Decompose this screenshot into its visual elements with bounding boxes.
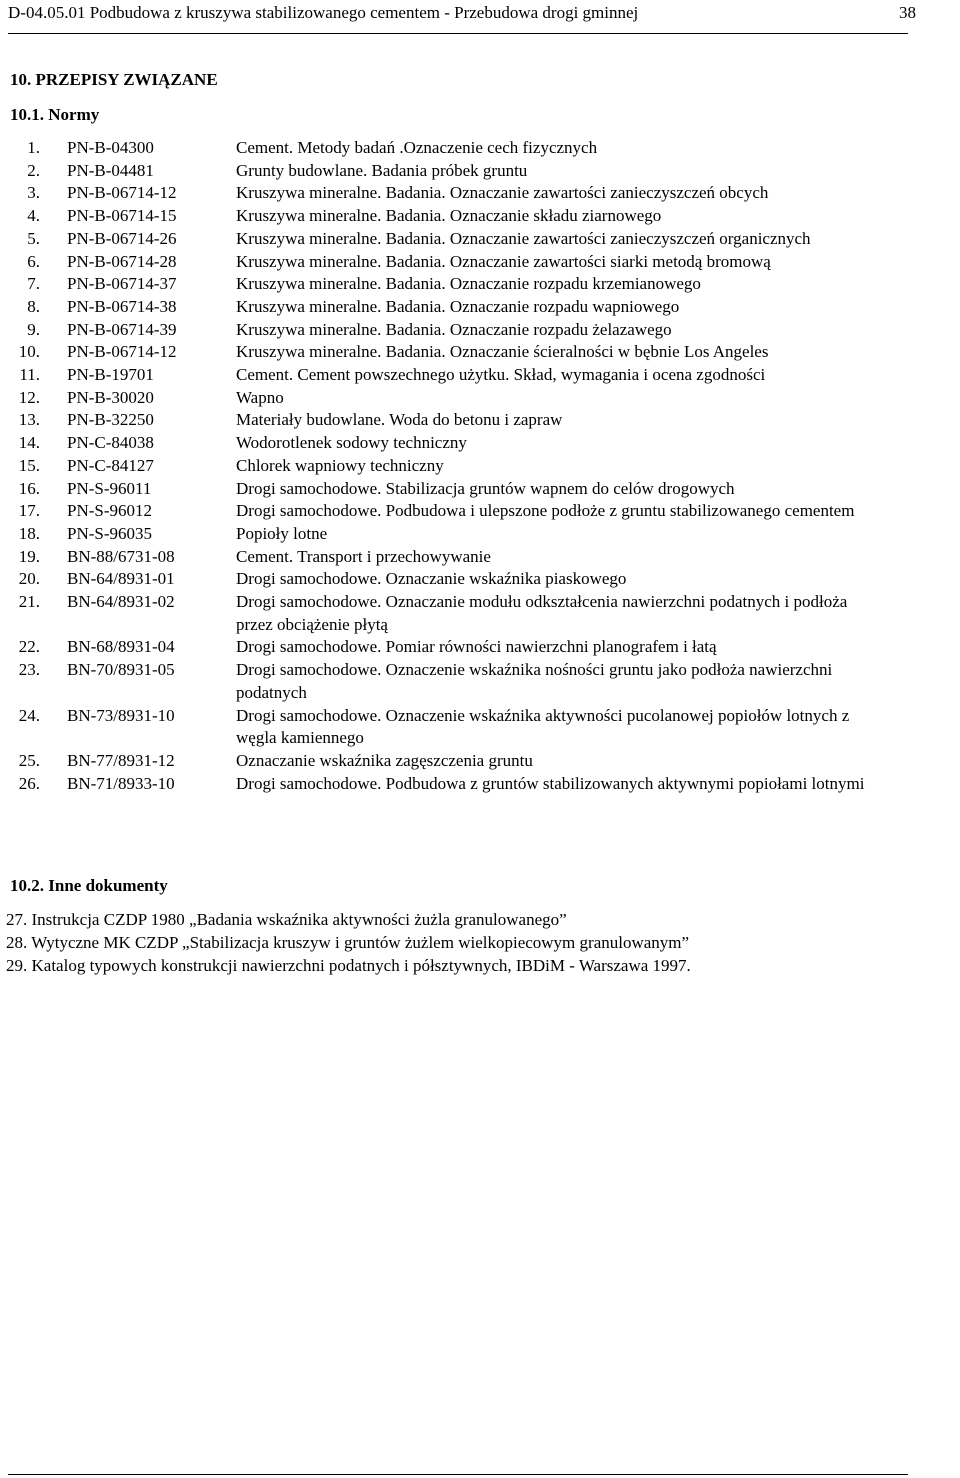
norm-code: BN-73/8931-10 bbox=[67, 705, 175, 725]
norm-code: BN-64/8931-01 bbox=[67, 569, 175, 589]
norm-desc: Kruszywa mineralne. Badania. Oznaczanie rozpadu żelazawego bbox=[236, 319, 672, 339]
norm-row bbox=[0, 705, 960, 750]
norm-code: PN-C-84127 bbox=[67, 455, 154, 475]
norm-code: PN-S-96011 bbox=[67, 478, 152, 498]
norm-desc: Drogi samochodowe. Stabilizacja gruntów wapnem do celów drogowych bbox=[236, 478, 735, 498]
norm-row bbox=[0, 296, 960, 319]
norm-num: 18. bbox=[18, 523, 40, 543]
norm-code: PN-B-06714-38 bbox=[67, 296, 177, 316]
norm-row bbox=[0, 500, 960, 523]
norm-num: 13. bbox=[18, 410, 40, 430]
norm-row bbox=[0, 409, 960, 432]
norm-num: 8. bbox=[27, 296, 40, 316]
norm-desc: Drogi samochodowe. Oznaczenie wskaźnika nośności gruntu jako podłoża nawierzchni podatnych bbox=[236, 660, 833, 702]
norm-num: 3. bbox=[27, 183, 40, 203]
norm-num: 16. bbox=[18, 478, 40, 498]
page-number: 38 bbox=[899, 3, 916, 22]
norm-row bbox=[0, 591, 960, 636]
norm-code: BN-64/8931-02 bbox=[67, 592, 175, 612]
norm-num: 4. bbox=[27, 206, 40, 226]
norm-num: 12. bbox=[18, 387, 40, 407]
norm-desc: Drogi samochodowe. Podbudowa i ulepszone podłoże z gruntu stabilizowanego cementem bbox=[236, 501, 855, 521]
norm-desc: Cement. Cement powszechnego użytku. Skład, wymagania i ocena zgodności bbox=[236, 365, 766, 385]
norm-row bbox=[0, 455, 960, 478]
norm-row bbox=[0, 228, 960, 251]
norm-desc: Kruszywa mineralne. Badania. Oznaczanie rozpadu krzemianowego bbox=[236, 274, 701, 294]
norm-row bbox=[0, 773, 960, 796]
norm-code: PN-B-06714-26 bbox=[67, 228, 177, 248]
norm-code: BN-68/8931-04 bbox=[67, 637, 175, 657]
other-document-item: 29. Katalog typowych konstrukcji nawierzchni podatnych i półsztywnych, IBDiM - Warszawa 1997. bbox=[6, 956, 691, 975]
norm-desc: Kruszywa mineralne. Badania. Oznaczanie zawartości zanieczyszczeń organicznych bbox=[236, 228, 811, 248]
norm-code: PN-B-30020 bbox=[67, 387, 154, 407]
norm-num: 23. bbox=[18, 660, 40, 680]
footer-divider bbox=[8, 1474, 908, 1475]
norm-desc: Chlorek wapniowy techniczny bbox=[236, 455, 444, 475]
norm-num: 22. bbox=[18, 637, 40, 657]
norm-num: 7. bbox=[27, 274, 40, 294]
document-title: D-04.05.01 Podbudowa z kruszywa stabilizowanego cementem - Przebudowa drogi gminnej bbox=[8, 3, 639, 22]
norm-desc: Drogi samochodowe. Oznaczenie wskaźnika aktywności pucolanowej popiołów lotnych z węgla kamiennego bbox=[236, 705, 850, 748]
norm-row bbox=[0, 568, 960, 591]
norm-code: PN-C-84038 bbox=[67, 433, 154, 453]
norm-row bbox=[0, 319, 960, 342]
norm-code: PN-B-19701 bbox=[67, 365, 154, 385]
norm-num: 19. bbox=[18, 546, 40, 566]
norm-row bbox=[0, 364, 960, 387]
norm-num: 25. bbox=[18, 750, 40, 770]
norm-num: 2. bbox=[27, 160, 40, 180]
norm-row bbox=[0, 659, 960, 704]
norm-desc: Kruszywa mineralne. Badania. Oznaczanie zawartości zanieczyszczeń obcych bbox=[236, 183, 769, 203]
norm-row bbox=[0, 273, 960, 296]
norm-desc: Cement. Transport i przechowywanie bbox=[236, 546, 491, 566]
norm-desc: Kruszywa mineralne. Badania. Oznaczanie rozpadu wapniowego bbox=[236, 296, 680, 316]
other-document-item: 27. Instrukcja CZDP 1980 „Badania wskaźnika aktywności żużla granulowanego” bbox=[6, 910, 567, 929]
norm-row bbox=[0, 750, 960, 773]
norm-code: PN-B-06714-39 bbox=[67, 319, 177, 339]
norm-desc: Cement. Metody badań .Oznaczenie cech fizycznych bbox=[236, 138, 598, 157]
norm-desc: Wapno bbox=[236, 387, 284, 407]
norm-row bbox=[0, 523, 960, 546]
norm-row bbox=[0, 160, 960, 183]
norm-num: 26. bbox=[18, 773, 40, 793]
other-documents-subheading: 10.2. Inne dokumenty bbox=[10, 876, 168, 895]
norm-desc: Drogi samochodowe. Oznaczanie wskaźnika piaskowego bbox=[236, 569, 627, 589]
norm-row bbox=[0, 546, 960, 569]
norm-desc: Kruszywa mineralne. Badania. Oznaczanie składu ziarnowego bbox=[236, 206, 662, 226]
norm-code: PN-S-96035 bbox=[67, 523, 153, 543]
norm-num: 24. bbox=[18, 705, 40, 725]
norm-desc: Oznaczanie wskaźnika zagęszczenia gruntu bbox=[236, 750, 533, 770]
norm-code: PN-B-06714-12 bbox=[67, 183, 177, 203]
norm-num: 17. bbox=[18, 501, 40, 521]
norm-desc: Kruszywa mineralne. Badania. Oznaczanie zawartości siarki metodą bromową bbox=[236, 251, 771, 271]
norm-code: PN-B-32250 bbox=[67, 410, 154, 430]
norm-row bbox=[0, 478, 960, 501]
norm-row bbox=[0, 182, 960, 205]
norm-desc: Kruszywa mineralne. Badania. Oznaczanie ścieralności w bębnie Los Angeles bbox=[236, 342, 769, 362]
norm-row bbox=[0, 251, 960, 274]
norm-row bbox=[0, 636, 960, 659]
norm-desc: Grunty budowlane. Badania próbek gruntu bbox=[236, 160, 528, 180]
norm-row bbox=[0, 341, 960, 364]
norm-row bbox=[0, 137, 960, 160]
norm-row bbox=[0, 387, 960, 410]
norm-code: BN-88/6731-08 bbox=[67, 546, 175, 566]
norm-desc: Materiały budowlane. Woda do betonu i zapraw bbox=[236, 410, 563, 430]
norm-num: 5. bbox=[27, 228, 40, 248]
norm-code: BN-77/8931-12 bbox=[67, 750, 175, 770]
norm-desc: Drogi samochodowe. Podbudowa z gruntów stabilizowanych aktywnymi popiołami lotnymi bbox=[236, 773, 865, 793]
norm-code: PN-B-06714-28 bbox=[67, 251, 177, 271]
norm-desc: Popioły lotne bbox=[236, 523, 328, 543]
norm-code: PN-B-06714-37 bbox=[67, 274, 177, 294]
norm-desc: Wodorotlenek sodowy techniczny bbox=[236, 433, 467, 453]
norm-num: 11. bbox=[19, 365, 40, 385]
header-divider bbox=[8, 33, 908, 34]
norm-row bbox=[0, 205, 960, 228]
norm-desc: Drogi samochodowe. Oznaczanie modułu odkształcenia nawierzchni podatnych i podłoża przez obciążenie płytą bbox=[236, 592, 848, 634]
norms-list bbox=[0, 137, 960, 795]
other-documents-list bbox=[6, 908, 691, 977]
norm-desc: Drogi samochodowe. Pomiar równości nawierzchni planografem i łatą bbox=[236, 637, 717, 657]
norm-row bbox=[0, 432, 960, 455]
norm-num: 6. bbox=[27, 251, 40, 271]
norm-num: 21. bbox=[18, 592, 40, 612]
norm-num: 9. bbox=[27, 319, 40, 339]
norm-num: 15. bbox=[18, 455, 40, 475]
norm-num: 20. bbox=[18, 569, 40, 589]
norm-num: 1. bbox=[27, 138, 40, 157]
norm-code: PN-B-06714-12 bbox=[67, 342, 177, 362]
norms-subheading: 10.1. Normy bbox=[10, 105, 100, 124]
norm-code: PN-B-04300 bbox=[67, 138, 154, 157]
norm-num: 14. bbox=[18, 433, 40, 453]
norm-code: PN-S-96012 bbox=[67, 501, 153, 521]
norm-code: BN-70/8931-05 bbox=[67, 660, 175, 680]
section-heading: 10. PRZEPISY ZWIĄZANE bbox=[10, 70, 218, 89]
norm-code: BN-71/8933-10 bbox=[67, 773, 175, 793]
other-document-item: 28. Wytyczne MK CZDP „Stabilizacja kruszyw i gruntów żużlem wielkopiecowym granulowanym” bbox=[6, 933, 690, 952]
norm-code: PN-B-06714-15 bbox=[67, 206, 177, 226]
norm-code: PN-B-04481 bbox=[67, 160, 154, 180]
norm-num: 10. bbox=[18, 342, 40, 362]
